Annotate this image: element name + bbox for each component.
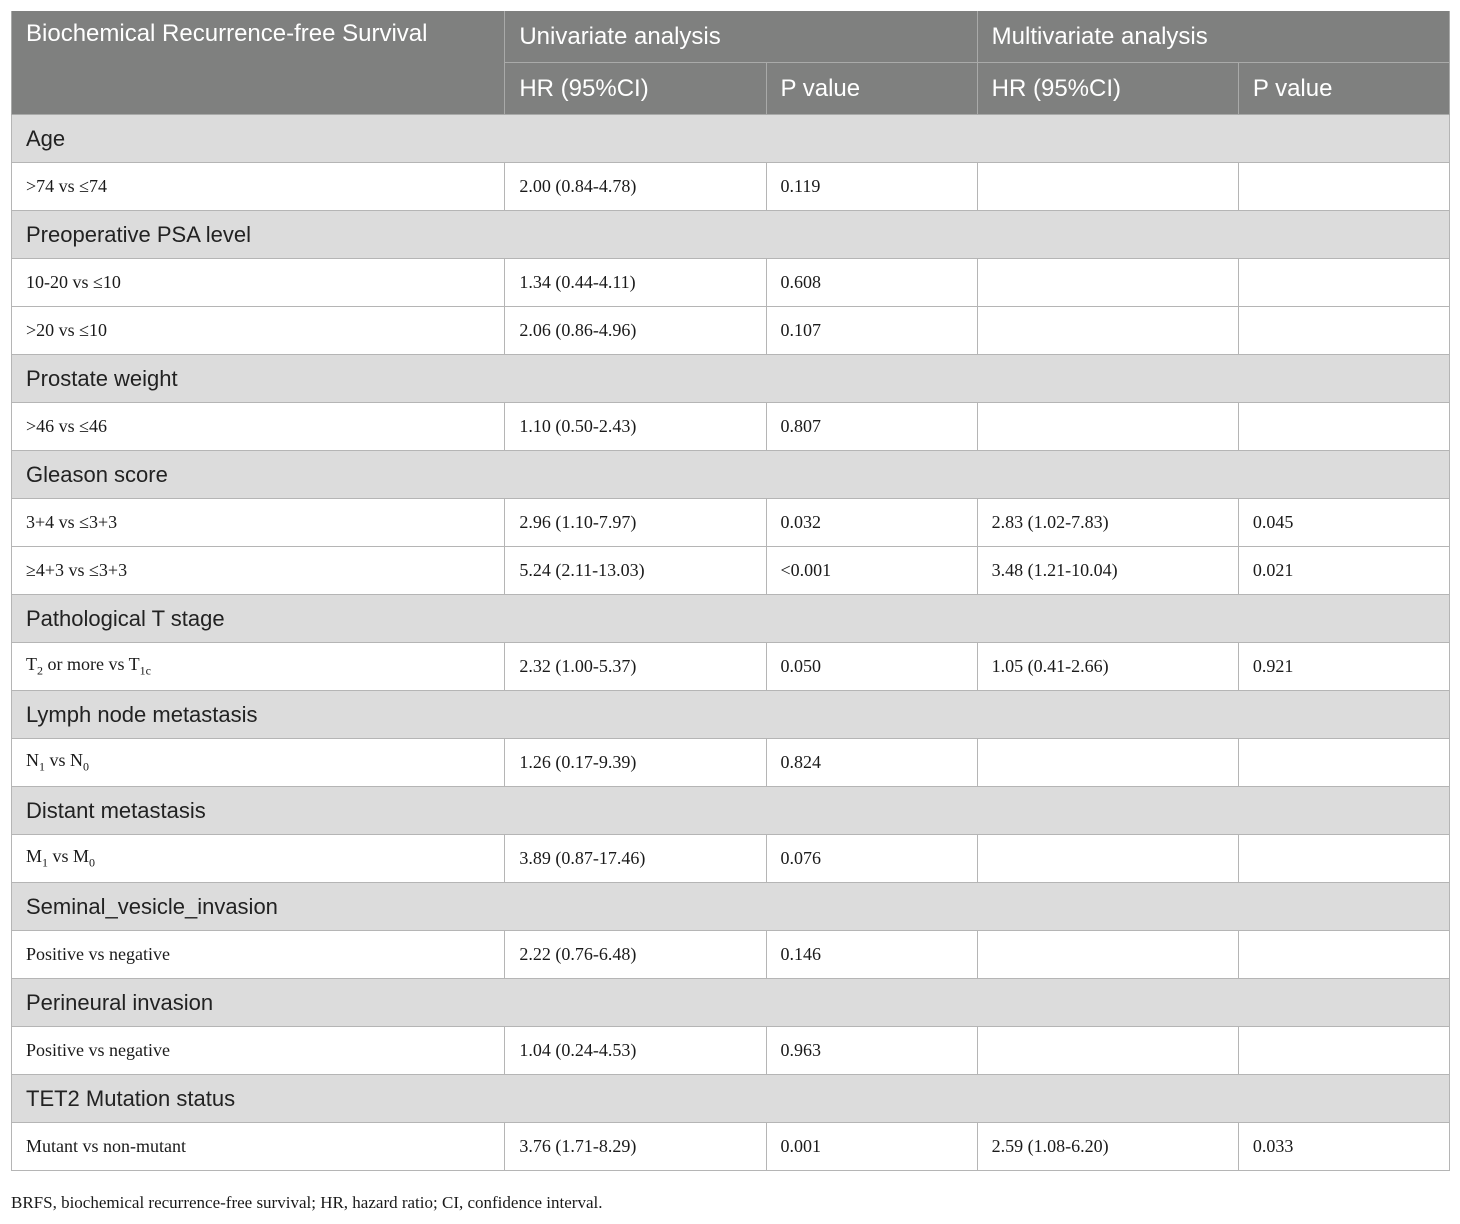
table-row xyxy=(12,547,1450,595)
multivariate-p-cell xyxy=(1238,1027,1449,1075)
group-row xyxy=(12,595,1450,643)
row-label xyxy=(12,739,505,787)
header-variable: Biochemical Recurrence-free Survival xyxy=(12,11,505,115)
table-body xyxy=(12,115,1450,1171)
multivariate-hr-cell xyxy=(977,739,1238,787)
table-row xyxy=(12,1027,1450,1075)
univariate-p-cell: <0.001 xyxy=(766,547,977,595)
group-row xyxy=(12,787,1450,835)
group-title: TET2 Mutation status xyxy=(12,1075,1450,1123)
multivariate-p-cell: 0.033 xyxy=(1238,1123,1449,1171)
header-multi-p: P value xyxy=(1238,63,1449,115)
header-uni-p: P value xyxy=(766,63,977,115)
univariate-p-cell: 0.050 xyxy=(766,643,977,691)
table-row xyxy=(12,1123,1450,1171)
univariate-hr-cell: 3.76 (1.71-8.29) xyxy=(505,1123,766,1171)
table-row xyxy=(12,307,1450,355)
univariate-p-cell: 0.963 xyxy=(766,1027,977,1075)
row-label: ≥4+3 vs ≤3+3 xyxy=(12,547,505,595)
multivariate-p-cell xyxy=(1238,307,1449,355)
multivariate-p-cell xyxy=(1238,259,1449,307)
group-row xyxy=(12,115,1450,163)
univariate-p-cell: 0.807 xyxy=(766,403,977,451)
univariate-hr-cell: 2.22 (0.76-6.48) xyxy=(505,931,766,979)
group-row xyxy=(12,355,1450,403)
multivariate-p-cell xyxy=(1238,835,1449,883)
group-row xyxy=(12,883,1450,931)
label-text: vs M xyxy=(48,846,90,867)
group-row xyxy=(12,1075,1450,1123)
univariate-hr-cell: 2.00 (0.84-4.78) xyxy=(505,163,766,211)
multivariate-hr-cell xyxy=(977,931,1238,979)
table-row xyxy=(12,259,1450,307)
univariate-p-cell: 0.119 xyxy=(766,163,977,211)
univariate-hr-cell: 5.24 (2.11-13.03) xyxy=(505,547,766,595)
group-title: Age xyxy=(12,115,1450,163)
univariate-p-cell: 0.001 xyxy=(766,1123,977,1171)
label-subscript: 1 xyxy=(39,759,45,774)
group-title: Prostate weight xyxy=(12,355,1450,403)
brfs-table xyxy=(11,11,1450,1171)
multivariate-hr-cell xyxy=(977,259,1238,307)
label-subscript: 0 xyxy=(89,855,96,870)
header-multi-hr: HR (95%CI) xyxy=(977,63,1238,115)
group-title: Lymph node metastasis xyxy=(12,691,1450,739)
row-label xyxy=(12,835,505,883)
univariate-hr-cell: 2.96 (1.10-7.97) xyxy=(505,499,766,547)
row-label: >20 vs ≤10 xyxy=(12,307,505,355)
table-row xyxy=(12,163,1450,211)
multivariate-p-cell xyxy=(1238,163,1449,211)
table-header xyxy=(12,11,1450,115)
table-row xyxy=(12,499,1450,547)
row-label xyxy=(12,643,505,691)
label-subscript: 2 xyxy=(37,663,43,678)
multivariate-hr-cell xyxy=(977,1027,1238,1075)
header-univariate: Univariate analysis xyxy=(505,11,977,63)
multivariate-hr-cell: 2.59 (1.08-6.20) xyxy=(977,1123,1238,1171)
table-row xyxy=(12,739,1450,787)
header-row-1 xyxy=(12,11,1450,63)
group-title: Distant metastasis xyxy=(12,787,1450,835)
multivariate-p-cell: 0.045 xyxy=(1238,499,1449,547)
label-text: T xyxy=(26,654,37,675)
multivariate-hr-cell: 3.48 (1.21-10.04) xyxy=(977,547,1238,595)
univariate-p-cell: 0.824 xyxy=(766,739,977,787)
univariate-p-cell: 0.608 xyxy=(766,259,977,307)
multivariate-hr-cell: 2.83 (1.02-7.83) xyxy=(977,499,1238,547)
multivariate-p-cell xyxy=(1238,931,1449,979)
group-row xyxy=(12,211,1450,259)
univariate-p-cell: 0.032 xyxy=(766,499,977,547)
univariate-hr-cell: 1.34 (0.44-4.11) xyxy=(505,259,766,307)
row-label: 10-20 vs ≤10 xyxy=(12,259,505,307)
multivariate-p-cell xyxy=(1238,739,1449,787)
multivariate-hr-cell xyxy=(977,307,1238,355)
group-row xyxy=(12,691,1450,739)
multivariate-hr-cell xyxy=(977,403,1238,451)
univariate-p-cell: 0.076 xyxy=(766,835,977,883)
table-row xyxy=(12,931,1450,979)
multivariate-p-cell: 0.021 xyxy=(1238,547,1449,595)
table-footnote: BRFS, biochemical recurrence-free survival; HR, hazard ratio; CI, confidence interval. xyxy=(11,1193,603,1212)
group-row xyxy=(12,451,1450,499)
row-label: >46 vs ≤46 xyxy=(12,403,505,451)
multivariate-hr-cell: 1.05 (0.41-2.66) xyxy=(977,643,1238,691)
univariate-p-cell: 0.107 xyxy=(766,307,977,355)
table-row xyxy=(12,403,1450,451)
label-text: M xyxy=(26,846,43,867)
label-text: vs N xyxy=(45,750,84,771)
row-label: Mutant vs non-mutant xyxy=(12,1123,505,1171)
group-title: Pathological T stage xyxy=(12,595,1450,643)
univariate-hr-cell: 2.06 (0.86-4.96) xyxy=(505,307,766,355)
group-title: Seminal_vesicle_invasion xyxy=(12,883,1450,931)
multivariate-p-cell xyxy=(1238,403,1449,451)
group-row xyxy=(12,979,1450,1027)
label-subscript: 1c xyxy=(139,663,151,678)
univariate-p-cell: 0.146 xyxy=(766,931,977,979)
univariate-hr-cell: 1.10 (0.50-2.43) xyxy=(505,403,766,451)
univariate-hr-cell: 2.32 (1.00-5.37) xyxy=(505,643,766,691)
group-title: Preoperative PSA level xyxy=(12,211,1450,259)
univariate-hr-cell: 3.89 (0.87-17.46) xyxy=(505,835,766,883)
label-text: N xyxy=(26,750,39,771)
table-row xyxy=(12,643,1450,691)
row-label: Positive vs negative xyxy=(12,1027,505,1075)
row-label: 3+4 vs ≤3+3 xyxy=(12,499,505,547)
label-text: or more vs T xyxy=(43,654,140,675)
group-title: Perineural invasion xyxy=(12,979,1450,1027)
multivariate-hr-cell xyxy=(977,835,1238,883)
univariate-hr-cell: 1.26 (0.17-9.39) xyxy=(505,739,766,787)
group-title: Gleason score xyxy=(12,451,1450,499)
multivariate-hr-cell xyxy=(977,163,1238,211)
multivariate-p-cell: 0.921 xyxy=(1238,643,1449,691)
header-uni-hr: HR (95%CI) xyxy=(505,63,766,115)
row-label: Positive vs negative xyxy=(12,931,505,979)
label-subscript: 0 xyxy=(83,759,90,774)
row-label: >74 vs ≤74 xyxy=(12,163,505,211)
univariate-hr-cell: 1.04 (0.24-4.53) xyxy=(505,1027,766,1075)
table-row xyxy=(12,835,1450,883)
header-multivariate: Multivariate analysis xyxy=(977,11,1449,63)
label-subscript: 1 xyxy=(42,855,49,870)
